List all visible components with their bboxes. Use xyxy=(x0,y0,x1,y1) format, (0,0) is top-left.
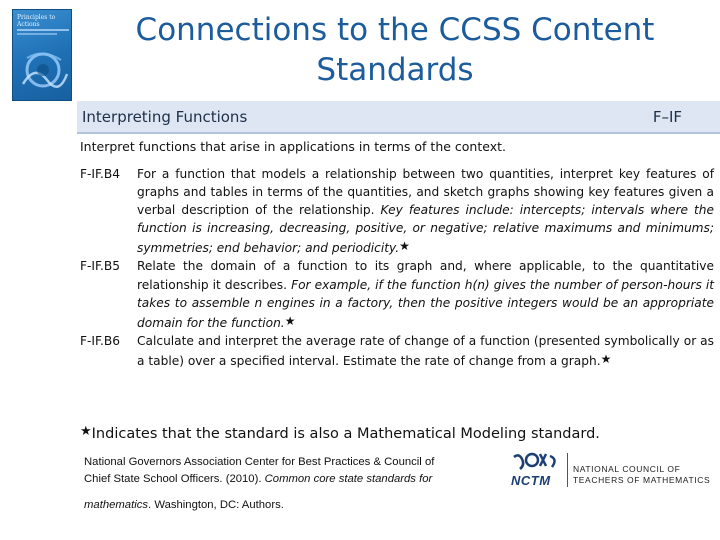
page-title: Connections to the CCSS Content Standards xyxy=(135,12,655,88)
citation xyxy=(84,454,484,514)
book-cover-rule xyxy=(17,33,57,35)
standard-item xyxy=(80,332,714,370)
citation-work-title: Common core state standards for xyxy=(261,472,433,485)
book-cover-art-icon xyxy=(17,44,69,98)
standard-code: F-IF.B5 xyxy=(80,259,121,274)
citation-work-title: mathematics xyxy=(84,499,149,511)
cluster-heading: Interpret functions that arise in applications in terms of the context. xyxy=(80,139,507,154)
standard-example: For example, if the function h(n) gives the number of person-hours it takes to assemble n engines in a factory, then the positive integers would be an appropriate domain for the function. xyxy=(137,277,714,330)
standard-code: F-IF.B6 xyxy=(80,333,121,348)
standard-text: Relate the domain of a function to its graph and, where applicable, to the quantitative relationship it describes. xyxy=(137,259,714,292)
standard-example: Key features include: intercepts; intervals where the function is increasing, decreasing, positive, or negative; relative maximums and minimums; symmetries; end behavior; and periodicity. xyxy=(137,203,714,256)
standard-text: Calculate and interpret the average rate of change of a function (presented symbolically or as a table) over a specified interval. Estimate the rate of change from a graph. xyxy=(137,333,714,368)
book-cover-rule xyxy=(17,29,69,31)
citation-line: National Governors Association Center for Best Practices & Council of xyxy=(84,456,435,468)
citation-authors: Chief State School Officers. (2010). xyxy=(84,472,262,485)
standard-text: For a function that models a relationship between two quantities, interpret key features of graphs and tables in terms of the quantities, and sketch graphs showing key features given a verbal description of the relationship. xyxy=(137,167,714,218)
nctm-brand xyxy=(510,451,710,491)
standard-item xyxy=(80,165,714,257)
nctm-full-name: NATIONAL COUNCIL OF TEACHERS OF MATHEMATICS xyxy=(573,464,711,485)
domain-banner xyxy=(77,101,720,134)
book-cover-title: Principles to Actions xyxy=(17,14,56,28)
citation-publisher: . Washington, DC: Authors. xyxy=(148,499,284,511)
modeling-star-icon: ★ xyxy=(399,239,410,254)
domain-banner-code: F–IF xyxy=(652,108,682,126)
standards-list xyxy=(80,165,714,370)
book-cover-image xyxy=(12,9,72,101)
modeling-footnote xyxy=(80,424,600,442)
modeling-star-icon: ★ xyxy=(600,351,612,366)
modeling-footnote-text: Indicates that the standard is also a Mathematical Modeling standard. xyxy=(91,426,600,442)
domain-banner-label: Interpreting Functions xyxy=(82,108,248,126)
nctm-abbreviation: NCTM xyxy=(511,473,551,488)
standard-code: F-IF.B4 xyxy=(80,167,121,181)
modeling-star-icon: ★ xyxy=(80,424,92,439)
standard-item xyxy=(80,257,714,331)
citation-line xyxy=(84,471,484,488)
nctm-divider xyxy=(567,453,568,487)
modeling-star-icon: ★ xyxy=(284,313,296,328)
